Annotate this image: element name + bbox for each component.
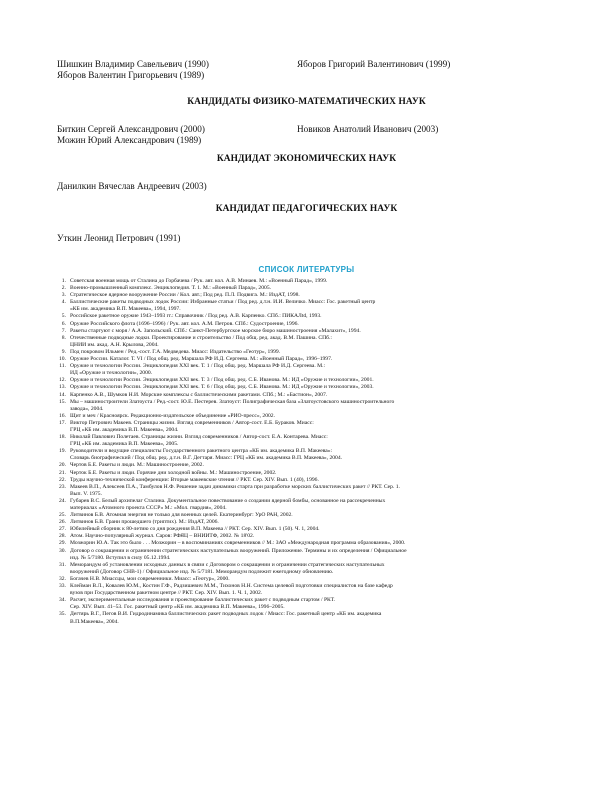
reference-item bbox=[55, 448, 565, 462]
reference-number: 1. bbox=[61, 278, 66, 284]
reference-item bbox=[55, 392, 565, 399]
reference-line: Руководители и ведущие специалисты Государственного ракетного центра «КБ им. академика В.П. Макеева»: bbox=[70, 448, 333, 455]
reference-line: Оружие Российского флота (1696–1996) / Рук. авт. кол. А.М. Петров. СПб.: Судостроение, 1996. bbox=[70, 320, 299, 327]
reference-item bbox=[55, 562, 565, 576]
person-entry: Биткин Сергей Александрович (2000) bbox=[57, 124, 205, 134]
reference-line: Юбилейный сборник к 80-летию со дня рождения В.П. Макеева // РКТ. Сер. XIV. Вып. 1 (50). Ч. 1, 2004. bbox=[70, 526, 320, 533]
reference-text bbox=[70, 448, 565, 462]
reference-item bbox=[55, 313, 565, 320]
reference-item bbox=[55, 420, 565, 434]
reference-item bbox=[55, 583, 565, 597]
reference-number: 12. bbox=[59, 377, 66, 384]
reference-line: Николай Павлович Полетаев. Страницы жизни. Взгляд современников / Автор-сост. Е.А. Контарева. Миасс: bbox=[70, 434, 328, 441]
reference-text bbox=[70, 477, 565, 484]
reference-line: Виктор Петрович Макеев. Страницы жизни. Взгляд современников / Автор-сост. Е.Б. Бураков. Миасс: bbox=[70, 419, 314, 426]
reference-item bbox=[55, 498, 565, 512]
reference-line: Мы – машиностроители Златоуста / Ред.-сост. Ю.Е. Пестерев. Златоуст: Полиграфическая база «Златоустовского машиностроительного bbox=[70, 398, 395, 405]
reference-line: Меморандум об установлении исходных данных в связи с Договором о сокращении и ограничении стратегических наступательных bbox=[70, 561, 385, 568]
reference-item bbox=[55, 540, 565, 547]
reference-line: Мозжорин Ю.А. Так это было . . . Мозжорин – в воспоминаниях современников // М.: ЗАО «Международная программа образования», 2000. bbox=[70, 540, 406, 547]
reference-number: 24. bbox=[59, 497, 66, 504]
reference-text bbox=[70, 548, 565, 562]
reference-text bbox=[70, 328, 565, 335]
reference-line: вузов при Государственном ракетном центре // РКТ. Сер. XIV. Вып. 1. Ч. 1, 2002. bbox=[70, 590, 263, 597]
reference-text bbox=[70, 321, 565, 328]
reference-item bbox=[55, 470, 565, 477]
reference-number: 35. bbox=[59, 611, 66, 618]
reference-line: Щит и меч / Красноярск. Редакционно-издательское объединение «РИО-пресс», 2002. bbox=[70, 412, 276, 419]
reference-text bbox=[70, 434, 565, 448]
reference-line: Атом. Научно-популярный журнал. Саров: РФЯЦ – ВНИИТФ, 2002. № 18'02. bbox=[70, 533, 255, 540]
reference-line: В.П.Макеева», 2004. bbox=[70, 618, 119, 625]
reference-text bbox=[70, 611, 565, 625]
reference-item bbox=[55, 462, 565, 469]
reference-item bbox=[55, 321, 565, 328]
reference-number: 32. bbox=[59, 575, 66, 582]
reference-line: Карпенко А.В., Шумков Н.И. Морские комплексы с баллистическими ракетами. СПб.; М.: «Бастион», 2007. bbox=[70, 391, 328, 398]
reference-number: 28. bbox=[59, 533, 66, 540]
reference-line: изд. № 5/7180. Вступил в силу 05.12.1994. bbox=[70, 554, 171, 561]
reference-line: Отечественные подводные лодки. Проектирование и строительство / Под общ. ред. акад. В.М. Пашина. СПб.: bbox=[70, 334, 332, 341]
reference-number: 5. bbox=[61, 313, 66, 320]
reference-text bbox=[70, 285, 565, 292]
reference-line: «КБ им. академика В.П. Макеева», 1994, 1997. bbox=[70, 306, 181, 313]
reference-line: Ракеты стартуют с моря / А.А. Запольский. СПб.: Санкт-Петербургское морское бюро машиностроения «Малахит», 1994. bbox=[70, 327, 361, 334]
person-entry: Яборов Валентин Григорьевич (1989) bbox=[57, 70, 205, 80]
reference-list bbox=[55, 278, 565, 626]
reference-number: 33. bbox=[59, 583, 66, 590]
reference-line: Литвинов Б.В. Грани прошедшего (триптих). М.: ИздАТ, 2006. bbox=[70, 519, 219, 526]
reference-text bbox=[70, 576, 565, 583]
reference-number: 34. bbox=[59, 597, 66, 604]
reference-text bbox=[70, 413, 565, 420]
reference-number: 2. bbox=[61, 285, 66, 292]
reference-item bbox=[55, 299, 565, 313]
reference-item bbox=[55, 363, 565, 377]
reference-line: Под покровом Ильмен / Ред.-сост. Г.А. Медведева. Миасс: Издательство «Геотур», 1999. bbox=[70, 348, 281, 355]
reference-number: 13. bbox=[59, 384, 66, 391]
reference-line: Расчет, экспериментальные исследования и проектирование баллистических ракет с подводным стартом / РКТ. bbox=[70, 597, 336, 604]
reference-line: Труды научно-технической конференции: Вторые макеевские чтения // РКТ. Сер. XIV. Вып. 1 (40), 1996. bbox=[70, 476, 319, 483]
reference-text bbox=[70, 349, 565, 356]
reference-number: 27. bbox=[59, 526, 66, 533]
reference-item bbox=[55, 335, 565, 349]
reference-number: 15. bbox=[59, 398, 66, 405]
reference-number: 9. bbox=[61, 348, 66, 355]
reference-line: завода», 2004. bbox=[70, 405, 104, 412]
reference-line: Российское ракетное оружие 1943–1993 гг.: Справочник / Под ред. А.В. Карпенко. СПб.: ПИКАЛtd, 1993. bbox=[70, 313, 322, 320]
reference-item bbox=[55, 576, 565, 583]
reference-number: 18. bbox=[59, 434, 66, 441]
reference-text bbox=[70, 462, 565, 469]
reference-item bbox=[55, 413, 565, 420]
reference-text bbox=[70, 484, 565, 498]
person-entry: Можин Юрий Александрович (1989) bbox=[57, 135, 202, 145]
reference-number: 11. bbox=[59, 363, 66, 370]
reference-line: Стратегическое ядерное вооружение России / Кол. авт.; Под ред. П.Л. Подвига. М.: ИздАТ, 1998. bbox=[70, 292, 300, 299]
reference-line: Сер. XIV. Вып. 41–53. Гос. ракетный центр «КБ им. академика В.П. Макеева», 1996–2005. bbox=[70, 604, 285, 611]
reference-number: 21. bbox=[59, 469, 66, 476]
person-entry: Данилкин Вячеслав Андреевич (2003) bbox=[57, 181, 207, 191]
person-entry: Уткин Леонид Петрович (1991) bbox=[57, 233, 181, 243]
reference-line: ЦНИИ им. акад. А.Н. Крылова, 2004. bbox=[70, 341, 159, 348]
reference-number: 31. bbox=[59, 561, 66, 568]
reference-text bbox=[70, 299, 565, 313]
reference-number: 22. bbox=[59, 476, 66, 483]
reference-item bbox=[55, 597, 565, 611]
reference-number: 14. bbox=[59, 391, 66, 398]
reference-text bbox=[70, 562, 565, 576]
reference-number: 23. bbox=[59, 483, 66, 490]
reference-text bbox=[70, 384, 565, 391]
reference-number: 29. bbox=[59, 540, 66, 547]
reference-number: 20. bbox=[59, 462, 66, 469]
reference-item bbox=[55, 548, 565, 562]
reference-number: 17. bbox=[59, 419, 66, 426]
reference-text bbox=[70, 399, 565, 413]
reference-number: 30. bbox=[59, 547, 66, 554]
section-heading-pedagogic: КАНДИДАТ ПЕДАГОГИЧЕСКИХ НАУК bbox=[215, 204, 398, 214]
reference-number: 19. bbox=[59, 448, 66, 455]
reference-line: Оружие и технологии России. Энциклопедия XXI век. Т. 6 / Под общ. ред. С.Б. Иванова. М.: ИД «Оружие и технологии», 2003. bbox=[70, 384, 374, 391]
reference-number: 8. bbox=[61, 334, 66, 341]
reference-line: материалах «Атомного проекта СССР» М.: «Мол. гвардия», 2004. bbox=[70, 505, 227, 511]
reference-number: 16. bbox=[59, 412, 66, 419]
reference-line: Чертов Б.Е. Ракеты и люди. М.: Машиностроение, 2002. bbox=[70, 462, 204, 469]
reference-item bbox=[55, 477, 565, 484]
reference-item bbox=[55, 399, 565, 413]
reference-number: 26. bbox=[59, 519, 66, 526]
reference-line: Военно-промышленный комплекс. Энциклопедия. Т. 1. М.: «Военный Парад», 2005. bbox=[70, 285, 272, 292]
reference-line: вооружений (Договор СНВ-1) / Официальное изд. № 5/7181. Меморандум подлежит ежегодному обновлению. bbox=[70, 568, 334, 575]
reference-text bbox=[70, 470, 565, 477]
person-entry: Яборов Григорий Валентинович (1999) bbox=[297, 59, 451, 69]
reference-number: 3. bbox=[61, 292, 66, 299]
reference-line: Губарев В.С. Белый архипелаг Сталина. Документальное повествование о создании ядерной бомбы, основанное на рассекреченных bbox=[70, 497, 386, 504]
section-heading-phys-math: КАНДИДАТЫ ФИЗИКО-МАТЕМАТИЧЕСКИХ НАУК bbox=[187, 97, 426, 107]
reference-line: Макеев В.П., Алексеев П.А., Тамбулов Н.Ф. Решение задач динамики старта при разработке морских баллистических ракет // РКТ. Сер. 1. bbox=[70, 483, 400, 490]
reference-text bbox=[70, 313, 565, 320]
person-entry: Новиков Анатолий Иванович (2003) bbox=[297, 124, 439, 134]
reference-text bbox=[70, 597, 565, 611]
reference-line: Словарь биографический / Под общ. ред. д.т.н. В.Г. Дегтаря. Миасс: ГРЦ «КБ им. академика В.П. Макеева», 2004. bbox=[70, 455, 343, 462]
reference-line: Советская военная мощь от Сталина до Горбачева / Рук. авт. кол. А.В. Минаев. М.: «Военный Парад», 1999. bbox=[70, 278, 328, 284]
section-heading-economic: КАНДИДАТ ЭКОНОМИЧЕСКИХ НАУК bbox=[216, 154, 397, 164]
reference-number: 25. bbox=[59, 512, 66, 519]
reference-item bbox=[55, 434, 565, 448]
reference-text bbox=[70, 540, 565, 547]
reference-line: ИД «Оружие и технологии», 2000. bbox=[70, 370, 153, 377]
reference-line: Дегтярь В.Г., Пегов В.И. Гидродинамика баллистических ракет подводных лодок / Миасс: Гос. ракетный центр «КБ им. академика bbox=[70, 611, 382, 618]
reference-item bbox=[55, 611, 565, 625]
reference-text bbox=[70, 498, 565, 512]
reference-text bbox=[70, 583, 565, 597]
reference-line: ГРЦ «КБ им. академика В.П. Макеева», 2005. bbox=[70, 441, 179, 448]
reference-number: 10. bbox=[59, 356, 66, 363]
reference-line: ГРЦ «КБ им. академика В.П. Макеева», 2004. bbox=[70, 426, 179, 433]
reference-item bbox=[55, 285, 565, 292]
reference-item bbox=[55, 484, 565, 498]
reference-line: Вып. V. 1975. bbox=[70, 490, 102, 497]
person-entry: Шишкин Владимир Савельевич (1990) bbox=[57, 59, 209, 69]
reference-item bbox=[55, 384, 565, 391]
reference-item bbox=[55, 349, 565, 356]
reference-text bbox=[70, 420, 565, 434]
reference-line: Оружие и технологии России. Энциклопедия XXI век. Т. 1 / Под общ. ред. Маршала РФ И.Д. Сергеева. М.: bbox=[70, 363, 326, 370]
reference-line: Оружие России. Каталог. Т. VI / Под общ. ред. Маршала РФ И.Д. Сергеева. М.: «Военный Парад», 1996–1997. bbox=[70, 356, 333, 363]
reference-line: Договор о сокращении и ограничении стратегических наступательных вооружений. Приложение. Термины и их определения / Официальное bbox=[70, 547, 407, 554]
reference-item bbox=[55, 328, 565, 335]
reference-line: Богачев Н.В. Миассцы, мои современники. Миасс: «Геотур», 2000. bbox=[70, 575, 230, 582]
reference-line: Оружие и технологии России. Энциклопедия XXI век. Т. 3 / Под общ. ред. С.Б. Иванова. М.: ИД «Оружие и технологии», 2001. bbox=[70, 377, 374, 384]
reference-line: Литвинов Б.В. Атомная энергия не только для военных целей. Екатеринбург: УрО РАН, 2002. bbox=[70, 512, 293, 519]
literature-title: СПИСОК ЛИТЕРАТУРЫ bbox=[258, 265, 355, 274]
reference-number: 4. bbox=[61, 299, 66, 306]
reference-line: Клейман В.Л., Ковалев Ю.М., Костин Г.Ф., Радзишевич М.М., Тихонов Н.Н. Система целевой подготовки специалистов на базе кафедр bbox=[70, 583, 393, 590]
reference-text bbox=[70, 392, 565, 399]
reference-number: 6. bbox=[61, 320, 66, 327]
reference-text bbox=[70, 363, 565, 377]
reference-line: Баллистические ракеты подводных лодок России: Избранные статьи / Под ред. д.т.н. И.И. Величко. Миасс: Гос. ракетный центр bbox=[70, 299, 376, 306]
reference-number: 7. bbox=[61, 327, 66, 334]
reference-line: Черток Б.Е. Ракеты и люди. Горячие дни холодной войны. М.: Машиностроение, 2002. bbox=[70, 469, 277, 476]
reference-text bbox=[70, 335, 565, 349]
